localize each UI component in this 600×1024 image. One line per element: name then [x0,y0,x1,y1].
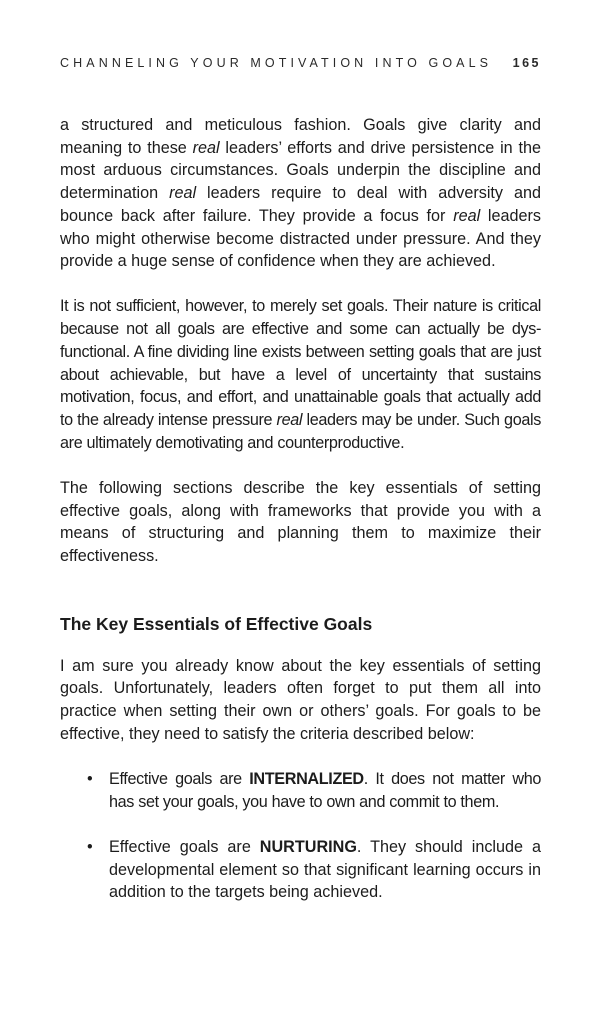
essentials-list [60,768,541,904]
bullet-icon: • [87,837,93,856]
text-run: . It does not matter who has set your goals, you have to own and commit to them. [109,769,542,811]
running-head [60,56,541,70]
emphasis-real: real [453,206,481,225]
section-heading: The Key Essentials of Effective Goals [60,613,373,634]
emphasis-real: real [192,138,220,157]
text-run: leaders require to deal with adversity and bounce back after failure. They provide a focus for [60,184,541,225]
text-run: leaders who might otherwise become distracted under pressure. And they provide a huge sense of confidence when they are achieved. [60,206,542,271]
body-text [60,114,541,926]
emphasis-real: real [169,184,197,203]
emphasis-real: real [276,410,303,429]
text-run: Effective goals are [109,769,250,788]
text-run: a structured and meticulous fashion. Goals give clarity and meaning to these [60,116,541,157]
text-run: leaders’ efforts and drive persistence in the most arduous circumstances. Goals underpin the discipline and determination [60,138,541,203]
paragraph-goals-purpose [60,114,541,273]
text-run: It is not sufficient, however, to merely set goals. Their nature is critical because not all goals are effective and some can actually be dys-functional. A fine dividing line exists between setting goals that are just about achievable, but have a level of uncertainty that sustains motivation, focus, and effort, and unattainable goals that actually add to the already intense pressure [60,297,541,429]
list-item-text [109,838,541,901]
text-run: Effective goals are [109,837,260,856]
chapter-title: CHANNELING YOUR MOTIVATION INTO GOALS [60,56,493,70]
key-term: NURTURING [259,837,357,856]
list-item-nurturing [60,836,541,904]
list-item-internalized [60,768,541,813]
page-number: 165 [512,56,541,70]
bullet-icon: • [87,769,93,788]
paragraph-sections-intro: The following sections describe the key essentials of setting effective goals, along with frameworks that provide you with a means of structuring and planning them to maximize their effectiveness. [60,478,541,565]
list-item-text [109,770,541,811]
key-term: INTERNALIZED [249,769,364,788]
paragraph-goal-nature [60,295,541,454]
paragraph-essentials-intro: I am sure you already know about the key essentials of setting goals. Unfortunately, leaders often forget to put them all into practice when setting their own or others’ goals. For goals to be effective, they need to satisfy the criteria described below: [60,656,541,743]
text-run: leaders may be under. Such goals are ultimately demotivating and counterproductive. [60,410,541,452]
text-run: . They should include a developmental element so that significant learning occurs in addition to the targets being achieved. [109,837,541,902]
